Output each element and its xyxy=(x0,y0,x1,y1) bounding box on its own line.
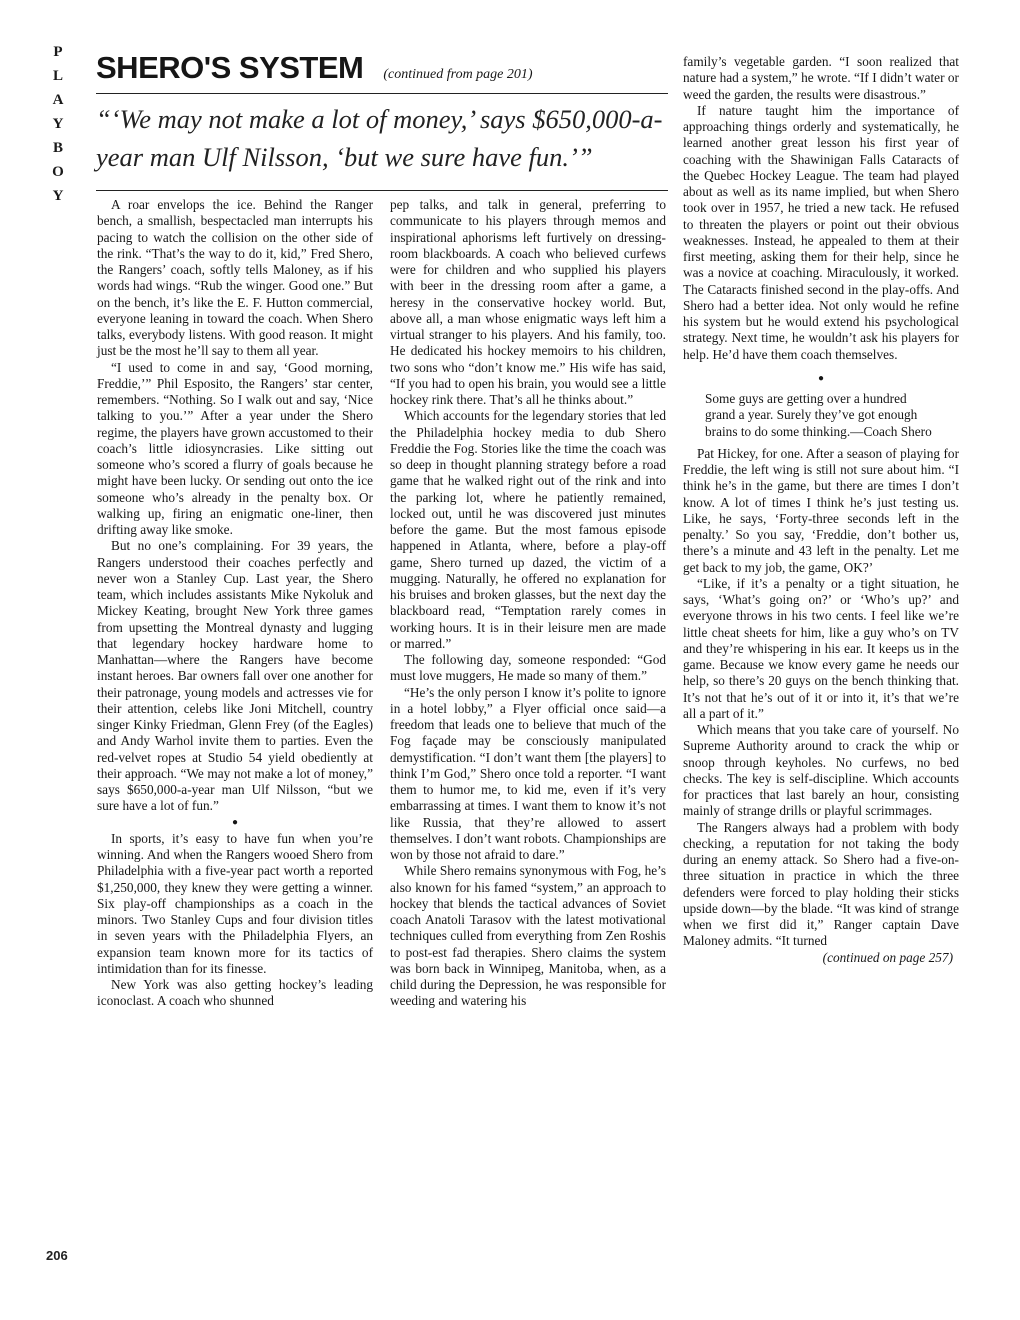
text-column-2 xyxy=(390,197,666,1010)
paragraph: Which accounts for the legendary stories that led the Philadelphia hockey media to dub Shero Freddie the Fog. Stories like the time the coach was so deep in thought planning strategy before a road game that he walked right out of the rink and into the parking lot, where he patiently remained, locked out, until he was discovered just minutes before the game. But the most famous episode happened in Atlanta, where, before a play-off game, Shero turned up dazed, the victim of a mugging. Naturally, he offered no explanation for his bruises and broken glasses, but the next day the blackboard read, “Temptation rarely comes in working hours. It is in their leisure men are made or marred.” xyxy=(390,408,666,651)
section-bullet: ● xyxy=(231,816,239,828)
article-header xyxy=(96,50,668,86)
pullquote-rule xyxy=(96,190,668,191)
paragraph: “He’s the only person I know it’s polite to ignore in a hotel lobby,” a Flyer official once said—a freedom that leads one to believe that much of the Fog façade may be consciously manipulated demystification. “I don’t want them [the players] to think I’m God,” Shero once told a reporter. “I want them to humor me, to kid me, even if it’s very embarrassing at times. I want them to know it’s not like Russia, that they’re allowed to assert themselves. I don’t want robots. Championships are won by those not afraid to dare.” xyxy=(390,684,666,862)
paragraph: Pat Hickey, for one. After a season of playing for Freddie, the left wing is still not sure about him. “I think he’s in the game, but there are times I don’t know. A lot of times I think he’s just testing us. Like, he says, ‘Forty-three seconds left in the penalty.’ So you say, ‘Freddie, don’t bother us, there’s a minute and 43 left in the penalty. Let me get back to my job, the game, OK?’ xyxy=(683,445,959,575)
masthead-letter: O xyxy=(52,164,64,180)
masthead-letter: P xyxy=(53,44,63,60)
masthead-letter: B xyxy=(52,140,63,156)
paragraph: New York was also getting hockey’s leading iconoclast. A coach who shunned xyxy=(97,977,373,1009)
paragraph: A roar envelops the ice. Behind the Ranger bench, a smallish, bespectacled man interrupts his pacing to watch the collision on the other side of the rink. “That’s the way to do it, kid,” Fred Shero, the Rangers’ coach, softly tells Maloney, as if his words had wings. “Rub the winger. Good one.” But on the bench, it’s like the E. F. Hutton commercial, everyone leaning in toward the coach. When Shero talks, everybody listens. With good reason. It might just be the most he’ll say to them all year. xyxy=(97,197,373,359)
paragraph: The Rangers always had a problem with body checking, a reputation for not taking the body during an enemy attack. So Shero had a five-on-three situation in practice in which the three defenders were forced to play holding their sticks upside down—by the blade. “It was kind of strange when we first did it,” Ranger captain Dave Maloney admits. “It turned xyxy=(683,819,959,949)
text-column-1 xyxy=(97,197,373,1010)
paragraph: But no one’s complaining. For 39 years, the Rangers understood their coaches perfectly and never won a Stanley Cup. Last year, the Shero team, which includes assistants Mike Nykoluk and Mickey Keating, brought New York three games from upsetting the Montreal dynasty and lugging that legendary hockey hardware home to Manhattan—where the Rangers have become instant heroes. Bar owners fall over one another for their patronage, young models and actresses vie for their attention, celebs like Joni Mitchell, country singer Kinky Friedman, Glenn Frey (of the Eagles) and Andy Warhol invite them to parties. Even the red-velvet ropes at Studio 54 yield obediently at their approach. “We may not make a lot of money,” says $650,000-a-year man Ulf Nilsson, “but we sure have a lot of fun.” xyxy=(97,538,373,814)
paragraph: In sports, it’s easy to have fun when you’re winning. And when the Rangers wooed Shero from Philadelphia with a five-year pact worth a reported $1,250,000, they knew they were getting a winner. Six play-off championships as a coach in the minors. Two Stanley Cups and four division titles in seven years with the Philadelphia Flyers, an expansion team known more for its tactics of intimidation than for its finesse. xyxy=(97,830,373,976)
masthead-letter: Y xyxy=(52,116,64,132)
paragraph: “Like, if it’s a penalty or a tight situation, he says, ‘What’s going on?’ or ‘Who’s up?’ and everyone throws in his two cents. I feel like we’re little cheat sheets for him, like a guy who’s on TV and they’re whispering in his ear. It keeps us in the game. Because we know every game he needs our help, so there’s 20 guys on the bench thinking that. It’s not that he’s out of it or into it, it’s that we’re all a part of it.” xyxy=(683,575,959,721)
inset-quote xyxy=(683,391,959,440)
header-rule xyxy=(96,93,668,94)
continued-from-note: (continued from page 201) xyxy=(383,67,533,82)
paragraph: The following day, someone responded: “God must love muggers, He made so many of them.” xyxy=(390,652,666,684)
paragraph: family’s vegetable garden. “I soon realized that nature had a system,” he wrote. “If I didn’t water or weed the garden, the results were disastrous.” xyxy=(683,54,959,102)
masthead-letter: L xyxy=(52,68,63,84)
paragraph: If nature taught him the importance of approaching things orderly and systematically, he learned another great lesson his first year of coaching with the Shawinigan Falls Cataracts of the Quebec Hockey League. The team had played about as well as its name implied, but when Shero took over in 1957, he tried a new tack. He refused to threaten the players or point out their obvious weaknesses. Instead, he appealed to them at their first meeting, asking them for their help, since he was a novice at coaching. Miraculously, it worked. The Cataracts finished second in the play-offs. And Shero had a better idea. Not only would he refine his system but he would extend his psychological strategy. Next time, he wouldn’t ask his players for help. He’d have them coach themselves. xyxy=(683,102,959,362)
section-bullet: ● xyxy=(817,372,825,384)
text-column-3 xyxy=(683,54,959,966)
inset-quote-text: Some guys are getting over a hundred grand a year. Surely they’ve got enough brains to do some thinking.—Coach Shero xyxy=(705,391,932,439)
page-number: 206 xyxy=(46,1248,68,1263)
paragraph: “I used to come in and say, ‘Good morning, Freddie,’” Phil Esposito, the Rangers’ star center, remembers. “Nothing. So I walk out and say, ‘Nice talking to you.’” After a year under the Shero regime, the players have grown accustomed to their coach’s little idiosyncrasies. Like sitting out someone who’s scored a flurry of goals because he might have been lucky. Or sending out onto the ice someone who’s already in the penalty box. Or walking up, firing an enigmatic one-liner, then drifting away like smoke. xyxy=(97,359,373,537)
paragraph: While Shero remains synonymous with Fog, he’s also known for his famed “system,” an approach to hockey that blends the tactical advances of Soviet coach Anatoli Tarasov with the latest motivational techniques culled from everything from Zen Roshis to post-est fad therapies. Shero claims the system was born back in Winnipeg, Manitoba, when, as a child during the Depression, he was responsible for weeding and watering his xyxy=(390,863,666,1009)
pull-quote: “‘We may not make a lot of money,’ says $650,000-a-year man Ulf Nilsson, ‘but we sure have fun.’” xyxy=(96,104,663,172)
continued-on-note: (continued on page 257) xyxy=(822,949,953,965)
paragraph: pep talks, and talk in general, preferring to communicate to his players through memos and inspirational aphorisms left furtively on dressing-room blackboards. A coach who believed curfews were for children and who supplied his players with beer in the dressing room after a game, a heresy in the conservative hockey world. But, above all, a man whose enigmatic ways left him a virtual stranger to his players. And his family, too. He dedicated his hockey memoirs to his children, two sons who “don’t know me.” His wife has said, “If you had to open his brain, you would see a little hockey rink there. That’s all he thinks about.” xyxy=(390,197,666,407)
masthead-letter: A xyxy=(52,92,64,108)
masthead-letter: Y xyxy=(52,188,64,204)
article-title: SHERO'S SYSTEM xyxy=(96,50,364,85)
playboy-masthead xyxy=(46,40,70,208)
paragraph: Which means that you take care of yourself. No Supreme Authority around to crack the whip or snoop through keyholes. No curfews, no bed checks. The key is self-discipline. Which accounts for practices that last barely an hour, consisting mainly of strange drills or playful scrimmages. xyxy=(683,722,959,819)
